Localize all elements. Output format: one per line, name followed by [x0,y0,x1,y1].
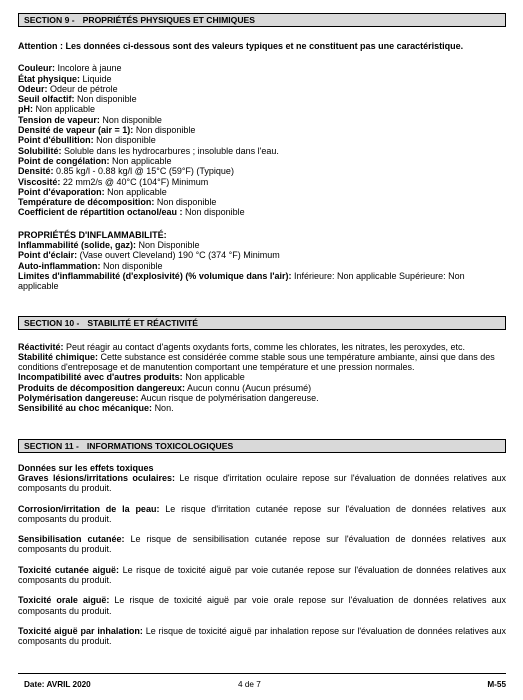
property-row [18,166,506,176]
item-label: Corrosion/irritation de la peau: [18,503,160,514]
toxicology-item [18,626,506,647]
section-9-header [18,13,506,27]
property-label: Odeur: [18,83,48,94]
item-label: Toxicité orale aiguë: [18,595,110,606]
property-label: État physique: [18,73,81,84]
property-value: Inférieure: Non applicable Supérieure: Non applicable [18,270,465,292]
flammability-properties [18,230,506,292]
flammability-row [18,271,506,292]
property-value: Non applicable [112,155,172,166]
property-row [18,74,506,84]
property-value: Non disponible [103,260,163,271]
toxicology-item [18,473,506,494]
item-label: Stabilité chimique: [18,351,99,362]
property-label: pH: [18,104,33,115]
stability-row [18,393,506,403]
stability-row [18,352,506,373]
toxicology-list [18,473,506,647]
stability-row [18,383,506,393]
property-value: Non disponible [102,114,162,125]
property-label: Température de décomposition: [18,197,155,208]
property-row [18,177,506,187]
property-label: Point d'éclair: [18,250,78,261]
item-value: Peut réagir au contact d'agents oxydants forts, comme les chlorates, les nitrates, les peroxydes, etc. [66,341,465,352]
property-row [18,207,506,217]
property-label: Tension de vapeur: [18,114,100,125]
item-value: Non. [154,403,174,414]
property-value: Non disponible [96,135,156,146]
property-label: Densité: [18,166,54,177]
property-row [18,125,506,135]
item-label: Polymérisation dangereuse: [18,393,139,404]
property-value: Odeur de pétrole [50,83,118,94]
property-value: Non applicable [35,104,96,115]
toxicology-item [18,565,506,586]
item-value: Le risque de sensibilisation cutanée repose sur l'évaluation de données relatives aux composants du produit. [18,534,506,555]
item-label: Sensibilisation cutanée: [18,534,125,545]
attention-note: Attention : Les données ci-dessous sont des valeurs typiques et ne constituent pas une caractéristique. [18,41,464,51]
property-value: 0.85 kg/l - 0.88 kg/l @ 15°C (59°F) (Typique) [56,166,234,177]
property-row [18,94,506,104]
property-row [18,156,506,166]
property-label: Viscosité: [18,176,61,187]
property-row [18,135,506,145]
physical-properties-list [18,63,506,217]
footer-date: Date: AVRIL 2020 [24,680,91,689]
property-value: Non disponible [77,94,137,105]
property-value: Soluble dans les hydrocarbures ; insoluble dans l'eau. [64,145,279,156]
item-label: Toxicité aiguë par inhalation: [18,625,143,636]
footer-reference: M-55 [487,680,506,689]
toxicology-item [18,504,506,525]
toxicology-item [18,534,506,555]
property-label: Limites d'inflammabilité (d'explosivité) (% volumique dans l'air): [18,270,292,281]
footer-page-number: 4 de 7 [238,680,261,689]
item-value: Le risque d'irritation oculaire repose sur l'évaluation de données relatives aux composants du produit. [18,472,506,494]
item-value: Non applicable [185,372,245,383]
property-row [18,197,506,207]
section-11-header [18,439,506,453]
flammability-row [18,240,506,250]
section-10-header [18,316,506,330]
property-value: Incolore à jaune [57,63,122,74]
section-10-title: STABILITÉ ET RÉACTIVITÉ [87,317,199,328]
property-row [18,104,506,114]
item-value: Le risque d'irritation cutanée repose sur l'évaluation de données relatives aux composants du produit. [18,503,506,524]
item-value: Le risque de toxicité aiguë par voie cutanée repose sur l'évaluation de données relatives aux composants du produit. [18,564,506,585]
stability-row [18,342,506,352]
item-label: Sensibilité au choc mécanique: [18,403,153,414]
property-label: Auto-inflammation: [18,260,101,271]
property-value: Liquide [82,73,112,84]
toxicology-item [18,595,506,616]
property-label: Coefficient de répartition octanol/eau : [18,207,183,218]
item-label: Produits de décomposition dangereux: [18,382,186,393]
property-label: Point d'ébullition: [18,135,94,146]
property-value: Non Disponible [138,240,200,251]
property-label: Seuil olfactif: [18,94,75,105]
property-value: (Vase ouvert Cleveland) 190 °C (374 °F) Minimum [79,250,280,261]
section-11-title: INFORMATIONS TOXICOLOGIQUES [86,440,234,451]
item-value: Cette substance est considérée comme stable sous une température ambiante, ainsi que dans des conditions d'entreposage et de manutention comportant une température et une pression normales. [18,351,495,373]
property-label: Point de congélation: [18,155,110,166]
property-row [18,115,506,125]
property-value: Non applicable [107,186,167,197]
property-label: Couleur: [18,63,55,74]
property-row [18,84,506,94]
flammability-title: PROPRIÉTÉS D'INFLAMMABILITÉ: [18,229,167,240]
item-value: Le risque de toxicité aiguë par voie orale repose sur l'évaluation de données relatives aux composants du produit. [18,595,506,616]
flammability-row [18,250,506,260]
property-label: Point d'évaporation: [18,186,105,197]
section-11-number: SECTION 11 - [24,440,79,451]
footer-divider [18,673,506,674]
item-label: Incompatibilité avec d'autres produits: [18,372,183,383]
property-value: Non disponible [135,125,196,136]
section-9-number: SECTION 9 - [24,15,75,25]
stability-row [18,372,506,382]
item-value: Le risque de toxicité aiguë par inhalation repose sur l'évaluation de données relatives aux composants du produit. [18,625,506,647]
toxic-effects-subtitle: Données sur les effets toxiques [18,462,154,473]
item-label: Toxicité cutanée aiguë: [18,564,119,575]
property-value: Non disponible [185,207,245,218]
document-page [18,13,506,656]
property-row [18,187,506,197]
property-label: Inflammabilité (solide, gaz): [18,240,137,251]
property-value: 22 mm2/s @ 40°C (104°F) Minimum [62,176,209,187]
property-value: Non disponible [156,197,217,208]
property-row [18,63,506,73]
stability-row [18,403,506,413]
stability-reactivity-list [18,342,506,414]
section-9-title: PROPRIÉTÉS PHYSIQUES ET CHIMIQUES [82,15,256,25]
item-value: Aucun risque de polymérisation dangereuse. [140,393,319,404]
item-label: Réactivité: [18,341,64,352]
item-label: Graves lésions/irritations oculaires: [18,472,175,483]
item-value: Aucun connu (Aucun présumé) [187,382,312,393]
property-label: Solubilité: [18,145,62,156]
property-label: Densité de vapeur (air = 1): [18,125,134,136]
property-row [18,146,506,156]
section-10-number: SECTION 10 - [24,317,80,328]
flammability-row [18,261,506,271]
